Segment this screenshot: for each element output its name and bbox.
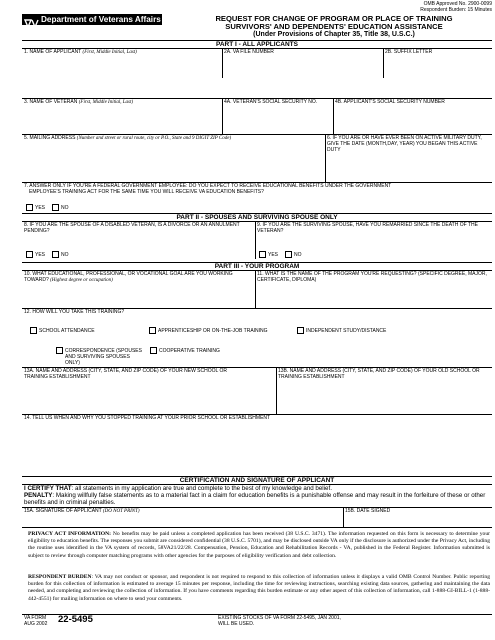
field-13b-label: 13B. NAME AND ADDRESS (CITY, STATE, AND ZIP CODE) OF YOUR OLD SCHOOL OR TRAINING ESTABLISHMENT xyxy=(278,368,480,380)
footer-date: AUG 2002 xyxy=(24,621,48,627)
form-subtitle: SURVIVORS' AND DEPENDENTS' EDUCATION ASSISTANCE xyxy=(225,22,443,31)
field-8-label: 8. IF YOU ARE THE SPOUSE OF A DISABLED VETERAN, IS A DIVORCE OR AN ANNULMENT PENDING? xyxy=(24,222,240,234)
q7-yes-label: YES xyxy=(35,205,46,211)
active-duty-date-input[interactable] xyxy=(326,156,492,182)
form-authority: (Under Provisions of Chapter 35, Title 38, U.S.C.) xyxy=(253,31,415,38)
q8-no-checkbox[interactable] xyxy=(52,251,59,258)
q7-no-checkbox[interactable] xyxy=(52,204,59,211)
old-school-input[interactable] xyxy=(277,381,492,414)
q7-yes-checkbox[interactable] xyxy=(26,204,33,211)
apprenticeship-checkbox[interactable] xyxy=(149,327,156,334)
footer-stock-note-cont: WILL BE USED. xyxy=(218,621,255,627)
apprenticeship-label: APPRENTICESHIP OR ON-THE-JOB TRAINING xyxy=(158,328,268,334)
q9-no-checkbox[interactable] xyxy=(285,251,292,258)
omb-number: OMB Approved No. 2900-0099 xyxy=(423,1,492,7)
field-5-label: 5. MAILING ADDRESS (Number and street or rural route, city or P.O., State and 9 DIGIT ZIP Code) xyxy=(24,135,232,141)
privacy-act-notice: PRIVACY ACT INFORMATION: No benefits may be paid unless a completed application has been received (38 U.S.C. 3471). The information requested on this form is necessary to determine your eligibility to education benefits. The responses you submit are considered confidential (38 U.S.C. 5701), and may be disclosed outside VA only if the disclosure is authorized under the Privacy Act, including the routine uses identified in the VA system of records, 58VA21/22/28. Compensation, Pension, Education and Rehabilitation Records - VA, published in the Federal Register. Information submitted is subject to review through computer matching programs with other agencies for the purposes of eligibility verification and debt collection. xyxy=(28,531,490,559)
va-seal-icon xyxy=(24,15,40,24)
q8-yes-checkbox[interactable] xyxy=(26,251,33,258)
respondent-burden: Respondent Burden: 15 Minutes xyxy=(420,7,492,13)
part3-heading: PART III - YOUR PROGRAM xyxy=(214,263,300,270)
part1-heading: PART I - ALL APPLICANTS xyxy=(216,41,298,48)
date-signed-input[interactable] xyxy=(344,514,492,527)
certify-statement: I CERTIFY THAT: all statements in my application are true and complete to the best of my knowledge and belief. xyxy=(24,485,332,492)
program-name-input[interactable] xyxy=(256,284,492,308)
field-9-label: 9. IF YOU ARE THE SURVIVING SPOUSE, HAVE YOU REMARRIED SINCE THE DEATH OF THE VETERAN? xyxy=(257,222,478,234)
applicant-ssn-input[interactable] xyxy=(334,106,492,134)
part2-heading: PART II - SPOUSES AND SURVIVING SPOUSE ONLY xyxy=(176,214,338,221)
applicant-name-input[interactable] xyxy=(22,56,222,78)
new-school-input[interactable] xyxy=(22,381,276,414)
field-4b-label: 4B. APPLICANT'S SOCIAL SECURITY NUMBER xyxy=(335,99,445,105)
penalty-statement: PENALTY: Making willfully false statements as to a material fact in a claim for education benefits is a punishable offense and may result in the forfeiture of these or other benefits and in criminal penalties. xyxy=(24,492,486,506)
field-11-label: 11. WHAT IS THE NAME OF THE PROGRAM YOU'RE REQUESTING? (SPECIFIC DEGREE, MAJOR, CERTIFICATE, DIPLOMA) xyxy=(257,271,487,283)
field-15a-label: 15A. SIGNATURE OF APPLICANT (DO NOT PRINT) xyxy=(24,508,140,514)
q8-yes-label: YES xyxy=(35,252,46,258)
q9-yes-checkbox[interactable] xyxy=(259,251,266,258)
field-1-label: 1. NAME OF APPLICANT (First, Middle Initial, Last) xyxy=(24,49,137,55)
field-13a-label: 13A. NAME AND ADDRESS (CITY, STATE, AND ZIP CODE) OF YOUR NEW SCHOOL OR TRAINING ESTABLISHMENT xyxy=(24,368,228,380)
form-title: REQUEST FOR CHANGE OF PROGRAM OR PLACE OF TRAINING xyxy=(215,14,453,23)
agency-name: Department of Veterans Affairs xyxy=(41,15,161,24)
training-stop-reason-input[interactable] xyxy=(22,422,492,474)
cooperative-training-label: COOPERATIVE TRAINING xyxy=(159,348,220,354)
va-logo xyxy=(22,14,162,25)
signature-input[interactable] xyxy=(22,514,343,527)
q9-yes-label: YES xyxy=(268,252,279,258)
respondent-burden-notice: RESPONDENT BURDEN: VA may not conduct or sponsor, and respondent is not required to respond to this collection of information unless it displays a valid OMB Control Number. Public reporting burden for this collection of information is estimated to average 15 minutes per response, including the time for reviewing instructions, searching existing data sources, gathering and maintaining the data needed, and completing and reviewing the collection of information. If you have comments regarding this burden estimate or any other aspect of this collection of information, call 1-888-GI-BILL-1 (1-888-442-4551) for mailing information on where to send your comments. xyxy=(28,574,490,602)
q7-no-label: NO xyxy=(61,205,69,211)
independent-study-checkbox[interactable] xyxy=(297,327,304,334)
field-2a-label: 2A. VA FILE NUMBER xyxy=(224,49,274,55)
suffix-letter-input[interactable] xyxy=(384,56,492,78)
form-number: 22-5495 xyxy=(58,614,93,625)
field-7-label: 7. ANSWER ONLY IF YOU'RE A FEDERAL GOVERNMENT EMPLOYEE: DO YOU EXPECT TO RECEIVE EDUCATIONAL BENEFITS UNDER THE GOVERNMENT xyxy=(24,183,392,189)
field-12-label: 12. HOW WILL YOU TAKE THIS TRAINING? xyxy=(24,309,125,315)
certification-heading: CERTIFICATION AND SIGNATURE OF APPLICANT xyxy=(179,477,335,484)
field-3-label: 3. NAME OF VETERAN (First, Middle Initial, Last) xyxy=(24,99,134,105)
footer-va-form: VA FORM xyxy=(24,615,47,621)
educational-goal-input[interactable] xyxy=(22,284,255,308)
field-10-label: 10. WHAT EDUCATIONAL, PROFESSIONAL, OR VOCATIONAL GOAL ARE YOU WORKING TOWARD? (Highest degree or occupation) xyxy=(24,271,233,283)
field-4a-label: 4A. VETERAN'S SOCIAL SECURITY NO. xyxy=(224,99,318,105)
correspondence-checkbox[interactable] xyxy=(56,347,63,354)
veteran-name-input[interactable] xyxy=(22,106,222,134)
field-14-label: 14. TELL US WHEN AND WHY YOU STOPPED TRAINING AT YOUR PRIOR SCHOOL OR ESTABLISHMENT xyxy=(24,415,271,421)
mailing-address-input[interactable] xyxy=(22,142,325,182)
q9-no-label: NO xyxy=(294,252,302,258)
field-15b-label: 15B. DATE SIGNED xyxy=(345,508,391,514)
cooperative-training-checkbox[interactable] xyxy=(150,347,157,354)
field-6-label: 6. IF YOU ARE OR HAVE EVER BEEN ON ACTIVE MILITARY DUTY, GIVE THE DATE (MONTH,DAY, YEAR) YOU BEGAN THIS ACTIVE DUTY xyxy=(327,135,482,153)
correspondence-label: CORRESPONDENCE (SPOUSES AND SURVIVING SPOUSES ONLY) xyxy=(65,348,142,366)
field-2b-label: 2B. SUFFIX LETTER xyxy=(385,49,433,55)
veteran-ssn-input[interactable] xyxy=(223,106,333,134)
school-attendance-checkbox[interactable] xyxy=(30,327,37,334)
field-7-label-cont: EMPLOYEE'S TRAINING ACT FOR THE SAME TIME YOU WILL RECEIVE VA EDUCATION BENEFITS? xyxy=(29,189,264,195)
q8-no-label: NO xyxy=(61,252,69,258)
va-file-number-input[interactable] xyxy=(223,56,383,78)
footer-stock-note: EXISTING STOCKS OF VA FORM 22-5495, JAN 2001, xyxy=(218,615,341,621)
school-attendance-label: SCHOOL ATTENDANCE xyxy=(39,328,95,334)
independent-study-label: INDEPENDENT STUDY/DISTANCE xyxy=(306,328,387,334)
